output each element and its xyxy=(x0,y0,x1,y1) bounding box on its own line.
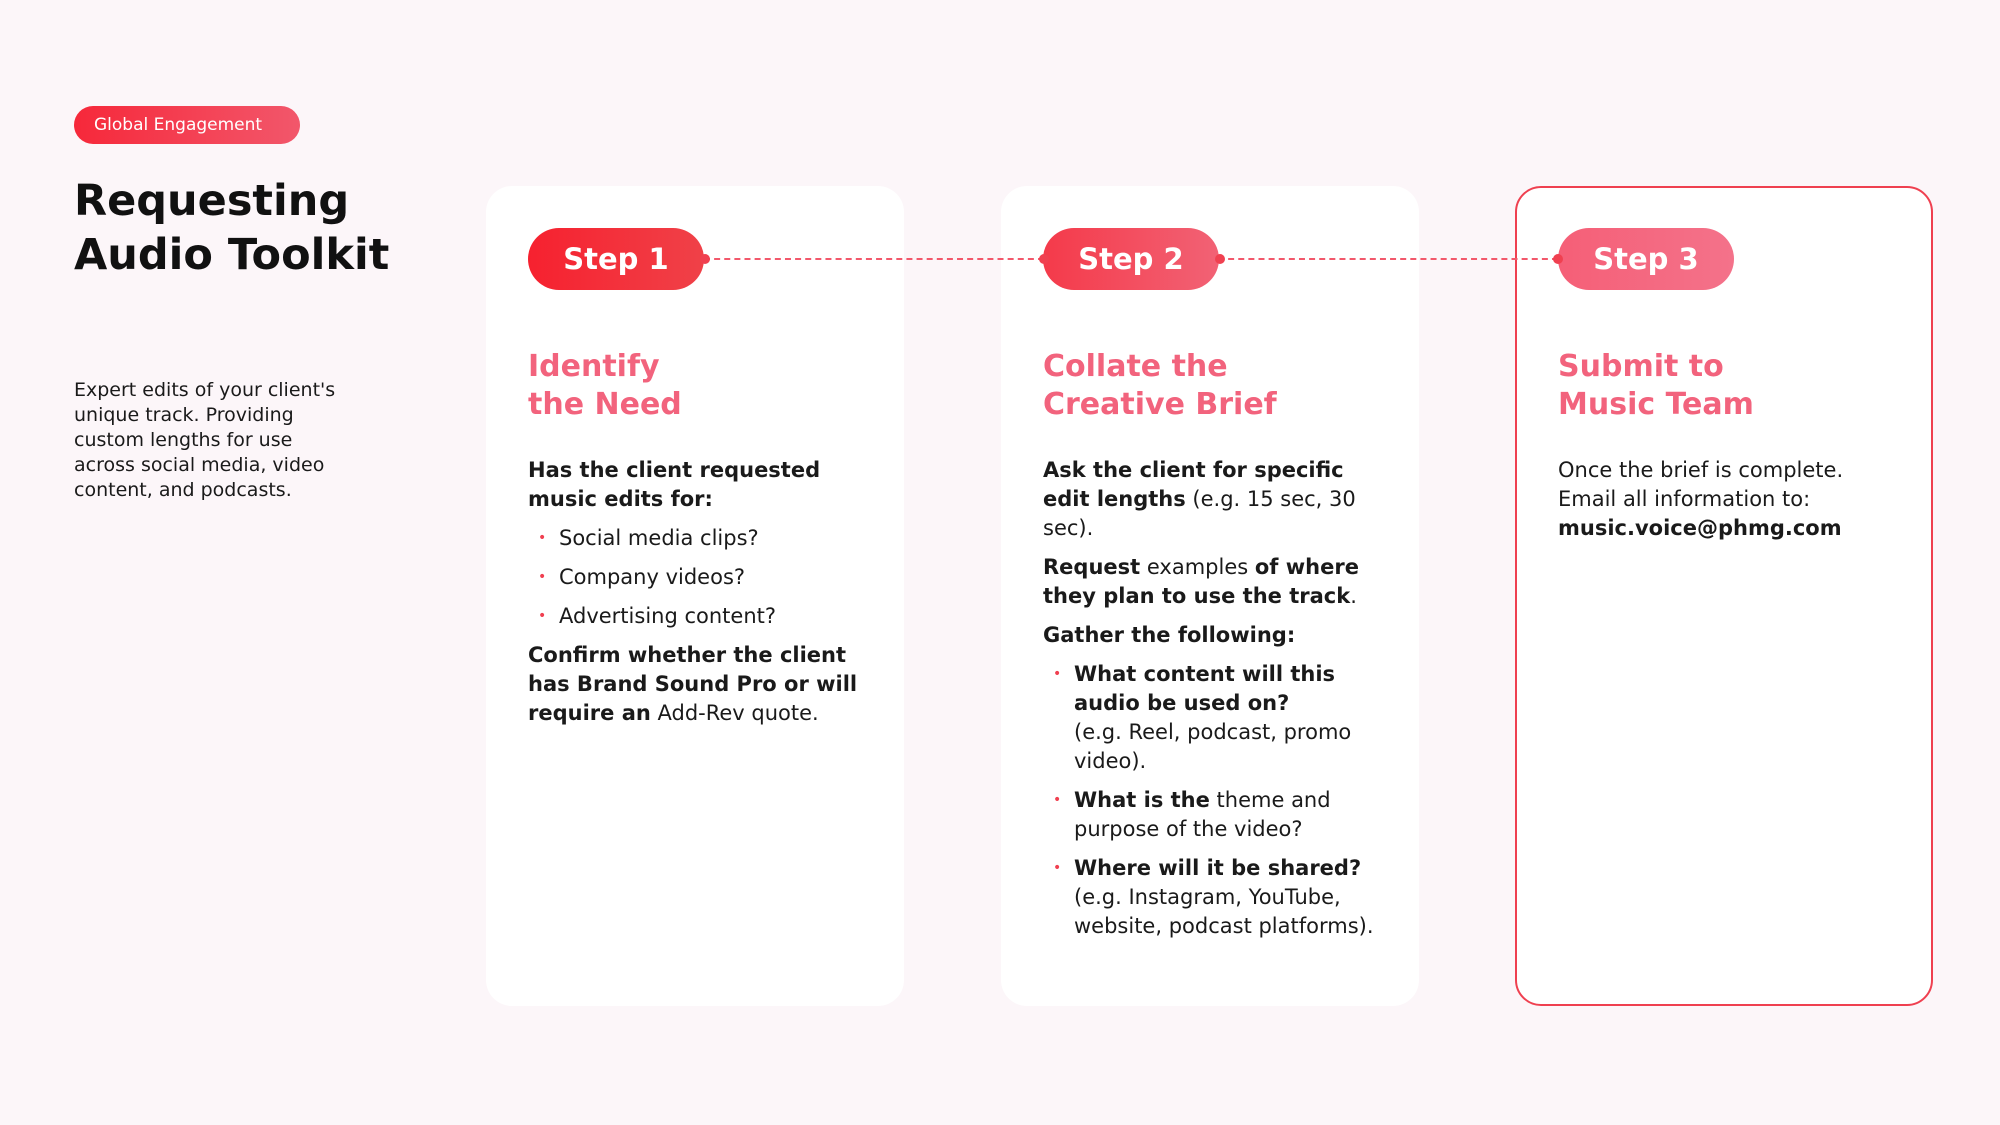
step-1-badge: Step 1 xyxy=(528,228,704,290)
step-1-question: Has the client requested music edits for: xyxy=(528,458,821,511)
step-2-gather: Gather the following: xyxy=(1043,623,1296,647)
bullet-icon: • xyxy=(538,608,547,624)
connector-dot xyxy=(1039,254,1049,264)
step-2-list xyxy=(1043,660,1383,941)
contact-email: music.voice@phmg.com xyxy=(1558,516,1842,540)
page-title: Requesting Audio Toolkit xyxy=(74,176,390,280)
step-1-body xyxy=(528,456,873,738)
bullet-icon: • xyxy=(1053,792,1062,808)
list-item: • What content will this audio be used on? (e.g. Reel, podcast, promo video). xyxy=(1053,662,1352,773)
step-2-ask: Ask the client for specific edit lengths (e.g. 15 sec, 30 sec). xyxy=(1043,458,1356,540)
bullet-icon: • xyxy=(538,530,547,546)
bullet-icon: • xyxy=(1053,666,1062,682)
step-1-heading: Identify the Need xyxy=(528,349,682,422)
step-3-card xyxy=(1515,186,1933,1006)
step-3-body xyxy=(1558,456,1903,543)
list-item: • Company videos? xyxy=(528,563,873,592)
connector-dot xyxy=(1215,254,1225,264)
step-3-heading: Submit to Music Team xyxy=(1558,349,1754,422)
bullet-icon: • xyxy=(538,569,547,585)
step-3-badge: Step 3 xyxy=(1558,228,1734,290)
connector-line-2-3 xyxy=(1218,258,1558,260)
step-3-line-2: Email all information to: xyxy=(1558,487,1811,511)
step-1-confirm: Confirm whether the client has Brand Sound Pro or will require an Add-Rev quote. xyxy=(528,643,858,725)
category-tag: Global Engagement xyxy=(74,106,300,144)
bullet-icon: • xyxy=(1053,860,1062,876)
intro-text: Expert edits of your client's unique track. Providing custom lengths for use across social media, video content, and podcasts. xyxy=(74,379,336,501)
list-item: • Where will it be shared? (e.g. Instagram, YouTube, website, podcast platforms). xyxy=(1053,856,1374,938)
list-item: • What is the theme and purpose of the video? xyxy=(1053,788,1331,841)
step-2-body xyxy=(1043,456,1383,951)
step-1-list xyxy=(528,524,873,631)
step-2-badge: Step 2 xyxy=(1043,228,1219,290)
step-2-request: Request examples of where they plan to use the track. xyxy=(1043,555,1359,608)
list-item: • Advertising content? xyxy=(528,602,873,631)
list-item: • Social media clips? xyxy=(528,524,873,553)
connector-line-1-2 xyxy=(704,258,1044,260)
step-2-heading: Collate the Creative Brief xyxy=(1043,349,1277,422)
connector-dot xyxy=(700,254,710,264)
step-3-line-1: Once the brief is complete. xyxy=(1558,458,1844,482)
connector-dot xyxy=(1553,254,1563,264)
